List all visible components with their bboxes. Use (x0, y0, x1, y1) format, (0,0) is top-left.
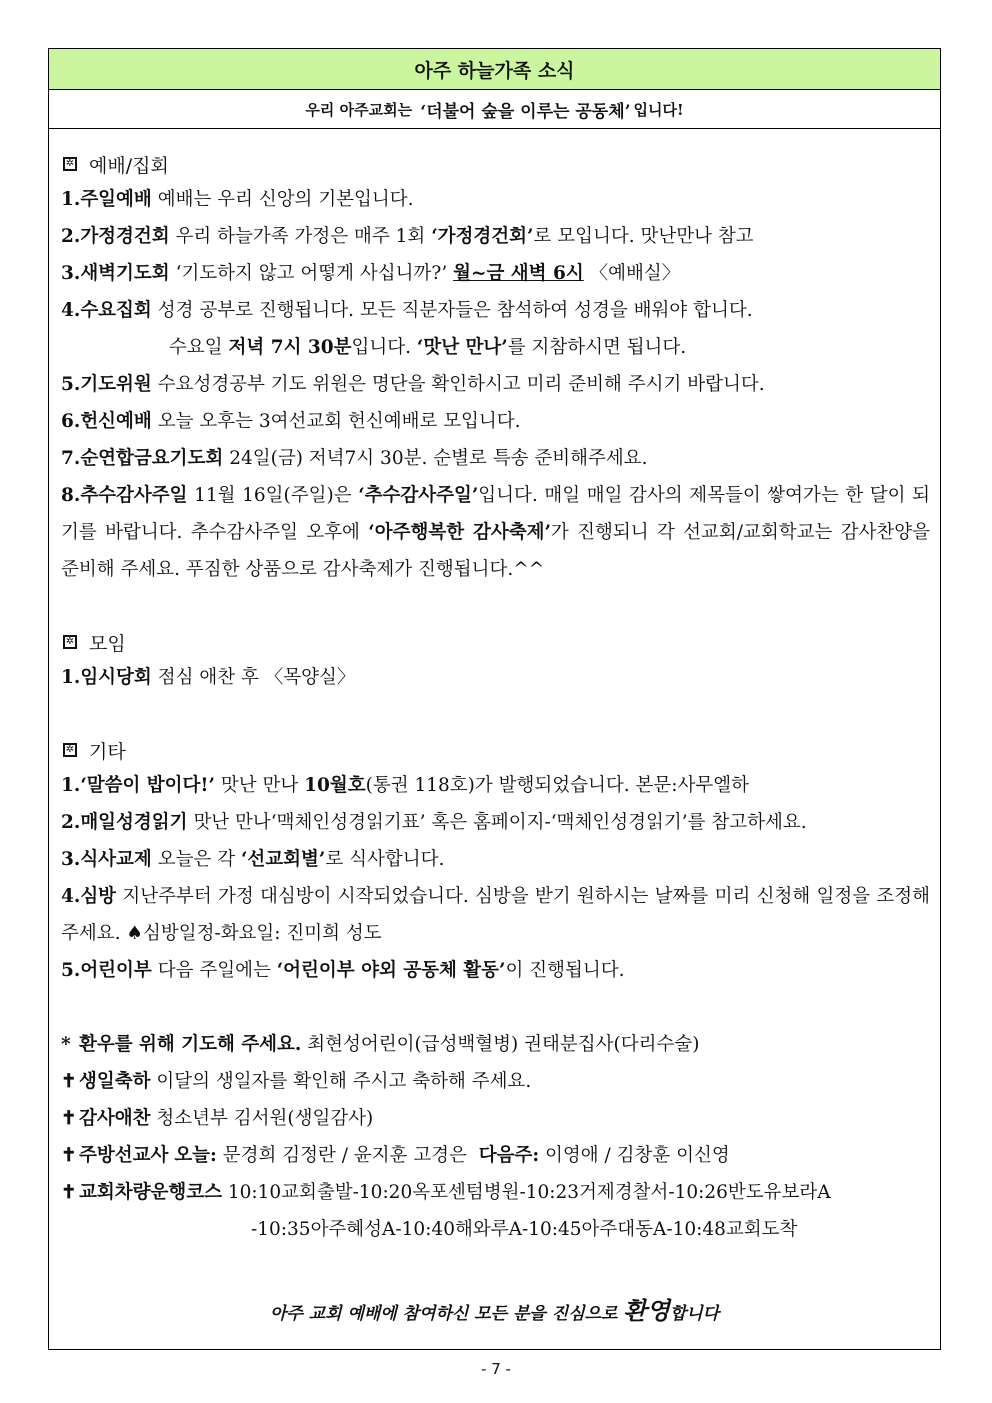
page-title (49, 49, 940, 90)
item-text: 입니다. (351, 337, 411, 358)
notice-label: 교회차량운행코스 (79, 1182, 222, 1203)
item-label: 3.새벽기도회 (61, 263, 170, 284)
notice-bus (61, 1174, 930, 1211)
section-heading-meeting (61, 625, 930, 659)
notice-label: 생일축하 (79, 1071, 151, 1092)
section-bullet-icon: ✲ (63, 635, 77, 649)
list-item (61, 292, 930, 329)
closing-message (49, 1291, 940, 1326)
notice-text: 문경희 김정란 / 윤지훈 고경은 (222, 1145, 467, 1166)
item-text: 로 모입니다. 맛난만나 참고 (533, 226, 754, 247)
item-text: 이 진행됩니다. (505, 960, 625, 981)
closing-welcome: 환영 (623, 1297, 670, 1325)
item-text: 맛난 만나 (220, 775, 299, 796)
item-text: 오늘은 각 (157, 849, 236, 870)
notice-kitchen (61, 1137, 930, 1174)
item-text: ‘기도하지 않고 어떻게 사십니까?’ (175, 263, 448, 284)
bus-route-line2: -10:35아주혜성A-10:40해와루A-10:45아주대동A-10:48교회도착 (251, 1219, 798, 1240)
item-text: 성경 공부로 진행됩니다. 모든 직분자들은 참석하여 성경을 배워야 합니다. (157, 300, 753, 321)
notice-agape (61, 1100, 930, 1137)
spacer (61, 696, 930, 733)
list-item (61, 878, 930, 952)
list-item (61, 366, 930, 403)
list-item (61, 181, 930, 218)
cross-icon: ✝ (61, 1145, 77, 1166)
list-item (61, 659, 930, 696)
cross-icon: ✝ (61, 1108, 77, 1129)
item-emphasis: ‘가정경건회’ (431, 226, 534, 247)
list-item (61, 440, 930, 477)
notice-sublabel: 다음주: (478, 1145, 540, 1166)
item-emphasis: 월~금 새벽 6시 (453, 263, 584, 284)
content (49, 129, 940, 1248)
item-label: 2.가정경건회 (61, 226, 170, 247)
list-item (61, 477, 930, 588)
list-item-continuation (61, 329, 930, 366)
notice-text: 이영애 / 김창훈 이신영 (545, 1145, 730, 1166)
notice-label: 환우를 위해 기도해 주세요. (79, 1034, 302, 1055)
notice-sublabel: 오늘: (174, 1145, 217, 1166)
item-text: 다음 주일에는 (157, 960, 271, 981)
section-bullet-icon: ✲ (63, 157, 77, 171)
list-item (61, 952, 930, 989)
item-label: 1.주일예배 (61, 189, 152, 210)
subtitle-emphasis: ‘더불어 숲을 이루는 공동체’ (420, 101, 631, 122)
notice-label: 주방선교사 (79, 1145, 169, 1166)
item-label: 4.수요집회 (61, 300, 152, 321)
item-text: 수요일 (169, 337, 223, 358)
bus-route-line1: 10:10교회출발-10:20옥포센텀병원-10:23거제경찰서-10:26반도유보라A (227, 1182, 831, 1203)
asterisk-icon: * (61, 1034, 71, 1055)
list-item (61, 804, 930, 841)
item-text: 우리 하늘가족 가정은 매주 1회 (175, 226, 426, 247)
item-emphasis: ‘아주행복한 감사축제’ (368, 522, 551, 543)
item-label: 6.헌신예배 (61, 411, 152, 432)
item-text: 수요성경공부 기도 위원은 명단을 확인하시고 미리 준비해 주시기 바랍니다. (157, 374, 765, 395)
item-text: 지난주부터 가정 대심방이 시작되었습니다. 심방을 받기 원하시는 날짜를 미리 신청해 일정을 조정해 주세요. ♠심방일정-화요일: 진미희 성도 (61, 886, 930, 944)
subtitle-post: 입니다! (633, 100, 684, 119)
item-label: 4.심방 (61, 886, 117, 907)
page-subtitle (49, 90, 940, 129)
notice-text: 이달의 생일자를 확인해 주시고 축하해 주세요. (156, 1071, 532, 1092)
item-label: 5.기도위원 (61, 374, 152, 395)
item-text: 맛난 만나‘맥체인성경읽기표’ 혹은 홈페이지-‘맥체인성경읽기’를 참고하세요. (193, 812, 807, 833)
cross-icon: ✝ (61, 1071, 77, 1092)
page-title-text: 아주 하늘가족 소식 (414, 59, 575, 82)
item-emphasis: ‘선교회별’ (240, 849, 326, 870)
item-emphasis: 10월호 (304, 775, 366, 796)
notice-bus-continuation (61, 1211, 930, 1248)
notice-prayer (61, 1026, 930, 1063)
item-place: 〈예배실〉 (589, 263, 681, 284)
list-item (61, 255, 930, 292)
notice-text: 최현성어린이(급성백혈병) 권태분집사(다리수술) (307, 1034, 700, 1055)
item-label: 1.임시당회 (61, 667, 152, 688)
notice-label: 감사애찬 (79, 1108, 151, 1129)
item-label: 5.어린이부 (61, 960, 152, 981)
item-text: 로 식사합니다. (325, 849, 445, 870)
newsletter-frame (48, 48, 941, 1350)
item-text: 입니다. 매일 매일 감사의 제목들이 쌓여가는 한 달이 되기를 바랍니다. 추수감사주일 오후에 (61, 485, 930, 543)
item-text: 예배는 우리 신앙의 기본입니다. (157, 189, 414, 210)
item-emphasis: ‘맛난 만나’ (416, 337, 508, 358)
list-item (61, 841, 930, 878)
item-emphasis: ‘추수감사주일’ (358, 485, 479, 506)
section-heading-text: 예배/집회 (89, 154, 169, 177)
item-emphasis: ‘어린이부 야외 공동체 활동’ (276, 960, 506, 981)
notice-text: 청소년부 김서원(생일감사) (156, 1108, 374, 1129)
closing-pre: 아주 교회 예배에 참여하신 모든 분을 진심으로 (269, 1304, 618, 1324)
section-bullet-icon: ✲ (63, 743, 77, 757)
page-number: - 7 - (481, 1360, 511, 1378)
item-text: 점심 애찬 후 〈목양실〉 (157, 667, 356, 688)
closing-post: 합니다 (669, 1304, 720, 1324)
item-text: 24일(금) 저녁7시 30분. 순별로 특송 준비해주세요. (229, 448, 648, 469)
item-label: 3.식사교제 (61, 849, 152, 870)
cross-icon: ✝ (61, 1182, 77, 1203)
item-emphasis: 저녁 7시 30분 (228, 337, 352, 358)
item-label: 7.순연합금요기도회 (61, 448, 224, 469)
list-item (61, 767, 930, 804)
spacer (61, 588, 930, 625)
item-label: 8.추수감사주일 (61, 485, 188, 506)
spacer (61, 989, 930, 1026)
list-item (61, 218, 930, 255)
subtitle-pre: 우리 아주교회는 (305, 100, 413, 119)
section-heading-worship (61, 147, 930, 181)
item-label: 2.매일성경읽기 (61, 812, 188, 833)
item-text: 11월 16일(주일)은 (194, 485, 352, 506)
list-item (61, 403, 930, 440)
section-heading-etc (61, 733, 930, 767)
section-heading-text: 모임 (89, 632, 126, 655)
item-text: 가 진행되니 각 선교회/교회학교는 감사찬양을 준비해 주세요. 푸짐한 상품으로 감사축제가 진행됩니다.^^ (61, 522, 930, 580)
section-heading-text: 기타 (89, 740, 126, 763)
item-text: (통권 118호)가 발행되었습니다. 본문:사무엘하 (365, 775, 749, 796)
item-label: 1.‘말씀이 밥이다!’ (61, 775, 215, 796)
item-text: 오늘 오후는 3여선교회 헌신예배로 모입니다. (157, 411, 521, 432)
notice-birthday (61, 1063, 930, 1100)
item-text: 를 지참하시면 됩니다. (507, 337, 687, 358)
